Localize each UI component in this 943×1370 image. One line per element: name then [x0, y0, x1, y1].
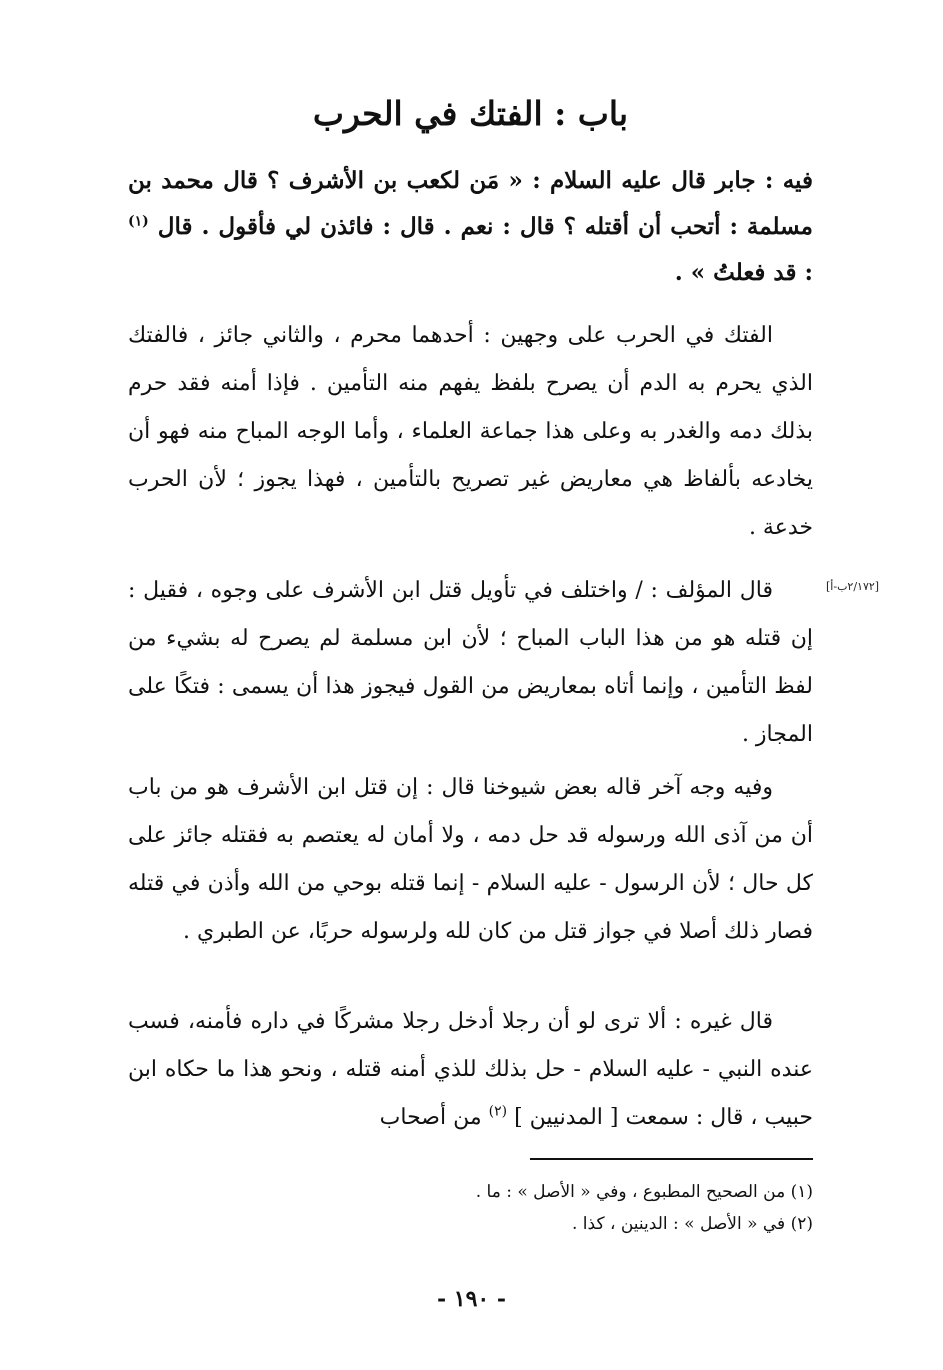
footnote-1: (١) من الصحيح المطبوع ، وفي « الأصل » : ما .	[475, 1182, 813, 1202]
paragraph-2: قال المؤلف : / واختلف في تأويل قتل ابن الأشرف على وجوه ، فقيل : إن قتله هو من هذا الباب المباح ؛ لأن ابن مسلمة لم يصرح له بشيء من لفظ التأمين ، وإنما أتاه بمعاريض من القول فيجوز هذا أن يسمى : فتكًا على المجاز .	[128, 578, 813, 747]
footnote-2: (٢) في « الأصل » : الدينين ، كذا .	[572, 1214, 813, 1234]
margin-reference-note: [٢/١٧٢ب-أ]	[826, 580, 880, 593]
chapter-title: باب : الفتك في الحرب	[312, 94, 629, 133]
page-number: - ١٩٠ -	[436, 1286, 507, 1312]
footnote-divider	[530, 1158, 813, 1160]
footnote-marker-1[interactable]: (١)	[128, 213, 149, 230]
paragraph-1: الفتك في الحرب على وجهين : أحدهما محرم ، والثاني جائز ، فالفتك الذي يحرم به الدم أن يصرح بلفظ يفهم منه التأمين . فإذا أمنه فقد حرم بذلك دمه والغدر به وعلى هذا جماعة العلماء ، وأما الوجه المباح منه فهو أن يخادعه بألفاظ هي معاريض غير تصريح بالتأمين ، فهذا يجوز ؛ لأن الحرب خدعة .	[128, 323, 813, 540]
hadith-tail: : قد فعلتُ » .	[674, 259, 813, 286]
footnote-marker-2[interactable]: (٢)	[488, 1103, 508, 1120]
paragraph-4-text: قال غيره : ألا ترى لو أن رجلا أدخل رجلا مشركًا في داره فأمنه، فسب عنده النبي - عليه السلام - حل بذلك للذي أمنه قتله ، ونحو هذا ما حكاه ابن حبيب ، قال : سمعت [ المدنيين ]	[128, 1009, 813, 1130]
paragraph-4	[128, 998, 813, 1142]
paragraph-3: وفيه وجه آخر قاله بعض شيوخنا قال : إن قتل ابن الأشرف هو من باب أن من آذى الله ورسوله قد حل دمه ، ولا أمان له يعتصم به فقتله جائز على كل حال ؛ لأن الرسول - عليه السلام - إنما قتله بوحي من الله وأذن في قتله فصار ذلك أصلا في جواز قتل من كان لله ولرسوله حربًا، عن الطبري .	[128, 775, 813, 944]
hadith-text: فيه : جابر قال عليه السلام : « مَن لكعب بن الأشرف ؟ قال محمد بن مسلمة : أتحب أن أقتله ؟ قال : نعم . قال : فائذن لي فأقول . قال	[128, 167, 813, 240]
hadith-paragraph	[128, 158, 813, 296]
footnotes	[128, 1176, 813, 1240]
paragraph-4-tail: من أصحاب	[379, 1105, 482, 1130]
